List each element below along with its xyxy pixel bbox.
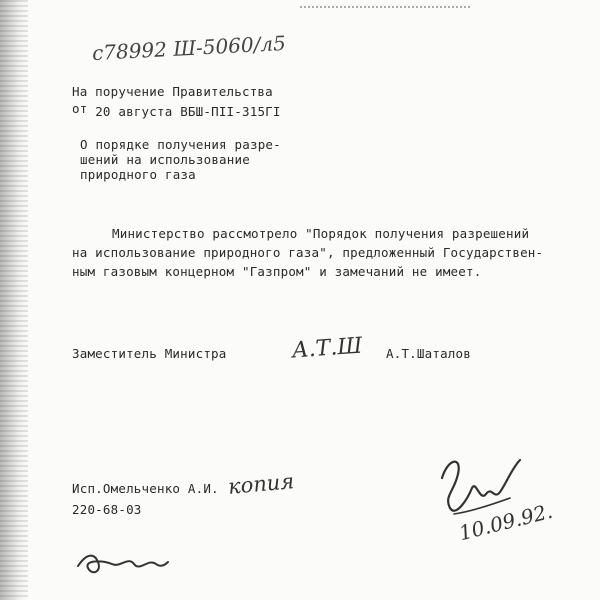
- body-line-3: ным газовым концерном "Газпром" и замечаний не имеет.: [72, 264, 482, 279]
- signer-name: А.Т.Шаталов: [386, 346, 471, 361]
- signature-position: Заместитель Министра: [72, 346, 227, 361]
- header-ref: ВБШ-ПII-315ГI: [180, 104, 281, 119]
- header-prefix: от: [72, 101, 88, 116]
- bottom-signature: [72, 542, 172, 582]
- header-date: 20 августа: [95, 104, 173, 119]
- signature-handwritten-mark: А.Т.Ш: [291, 333, 364, 364]
- handwritten-date: 10.09.92.: [456, 498, 555, 546]
- executor-phone: 220-68-03: [72, 502, 142, 517]
- archive-note: с78992 Ш-5060/л5: [91, 30, 287, 66]
- scan-edge-left: [0, 0, 28, 600]
- executor-name: Исп.Омельченко А.И.: [72, 481, 219, 496]
- subject-line-3: природного газа: [80, 167, 196, 182]
- body-line-1: Министерство рассмотрело "Порядок получения разрешений: [112, 226, 530, 241]
- scan-edge-top: [300, 0, 470, 8]
- body-line-2: на использование природного газа", предложенный Государствен-: [72, 245, 544, 260]
- subject-line-1: О порядке получения разре-: [80, 137, 281, 152]
- subject-line-2: шений на использование: [80, 152, 250, 167]
- header-line-1: На поручение Правительства: [72, 84, 273, 99]
- executor-handwritten-note: копия: [227, 469, 296, 499]
- header-line-2: [72, 101, 281, 119]
